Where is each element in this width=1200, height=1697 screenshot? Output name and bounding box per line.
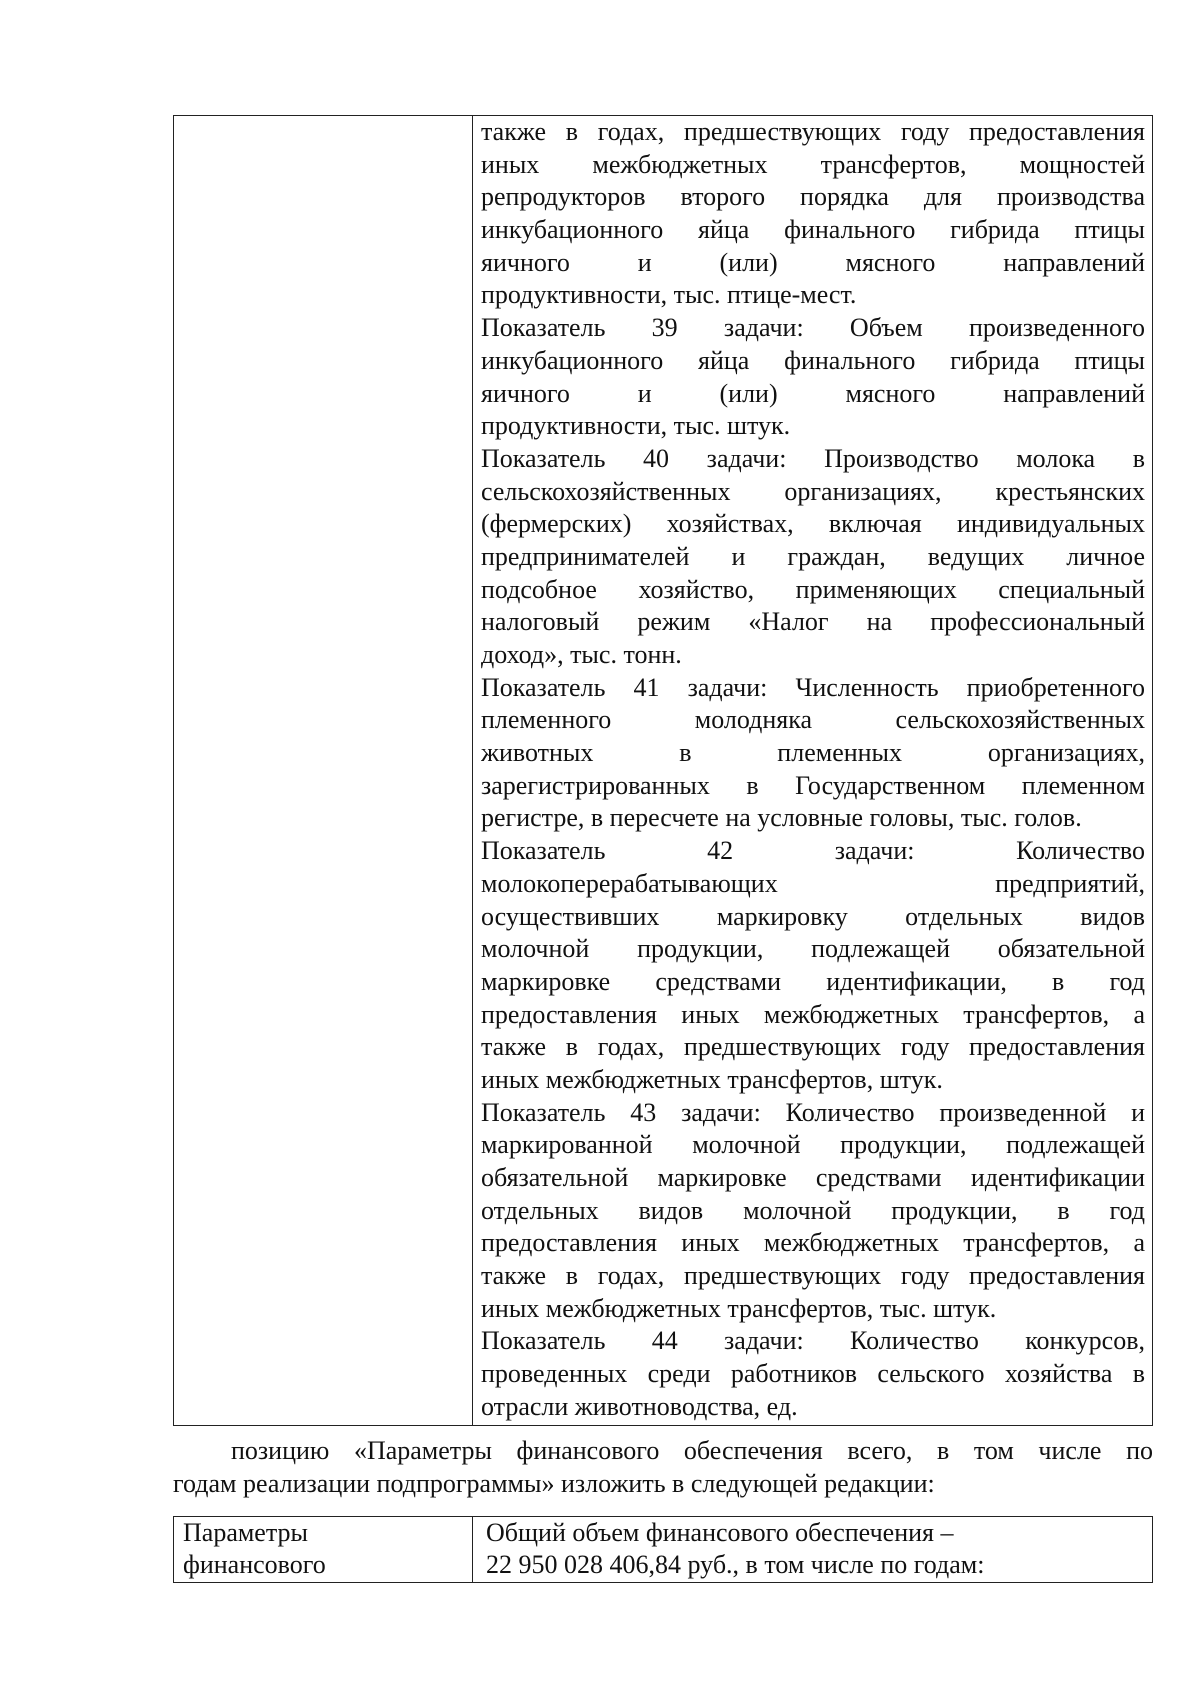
table-column-divider [472, 1517, 473, 1582]
cell-line: сельскохозяйственных организациях, крестьянских [481, 476, 1145, 506]
cell-line: обязательной маркировке средствами идентификации [481, 1163, 1145, 1192]
cell-line: инкубационного яйца финального гибрида птицы [481, 215, 1145, 245]
cell-line: также в годах, предшествующих году предоставления [481, 1261, 1145, 1291]
cell-line: молочной продукции, подлежащей обязательной [481, 934, 1145, 964]
cell-line: налоговый режим «Налог на профессиональный [481, 607, 1145, 637]
cell-line: финансового [183, 1550, 326, 1579]
cell-line: (фермерских) хозяйствах, включая индивидуальных [481, 509, 1145, 539]
cell-line: 22 950 028 406,84 руб., в том числе по годам: [486, 1550, 985, 1579]
cell-line: регистре, в пересчете на условные головы, тыс. голов. [481, 803, 1082, 833]
cell-line: отдельных видов молочной продукции, в год [481, 1195, 1145, 1225]
cell-line: животных в племенных организациях, [481, 738, 1145, 768]
financing-value-cell [486, 1517, 1146, 1581]
financing-table [173, 1516, 1153, 1583]
cell-line: проведенных среди работников сельского хозяйства в [481, 1359, 1145, 1389]
cell-line: Показатель 39 задачи: Объем произведенного [481, 313, 1145, 343]
cell-line: Показатель 43 задачи: Количество произведенной и [481, 1097, 1145, 1127]
cell-line: Показатель 42 задачи: Количество [481, 836, 1145, 866]
cell-line: осуществивших маркировку отдельных видов [481, 901, 1145, 931]
cell-line: подсобное хозяйство, применяющих специальный [481, 574, 1145, 604]
table-column-divider [472, 116, 473, 1425]
cell-line: иных межбюджетных трансфертов, штук. [481, 1064, 943, 1094]
cell-line: яичного и (или) мясного направлений [481, 247, 1145, 277]
cell-line: маркировке средствами идентификации, в год [481, 966, 1145, 996]
cell-line: отрасли животноводства, ед. [481, 1391, 798, 1421]
cell-line: продуктивности, тыс. штук. [481, 411, 791, 441]
amendment-paragraph [173, 1434, 1153, 1500]
indicators-table [173, 115, 1153, 1426]
cell-line: яичного и (или) мясного направлений [481, 378, 1145, 408]
cell-line: предпринимателей и граждан, ведущих личное [481, 541, 1145, 571]
cell-line: Общий объем финансового обеспечения – [486, 1518, 954, 1547]
cell-line: продуктивности, тыс. птице-мест. [481, 280, 857, 310]
indicators-cell [481, 116, 1145, 1424]
cell-line: молокоперерабатывающих предприятий, [481, 868, 1145, 898]
paragraph-line: позицию «Параметры финансового обеспечения всего, в том числе по [231, 1436, 1153, 1465]
cell-line: также в годах, предшествующих году предоставления [481, 1032, 1145, 1062]
cell-line: также в годах, предшествующих году предоставления [481, 117, 1145, 146]
cell-line: инкубационного яйца финального гибрида птицы [481, 345, 1145, 375]
cell-line: иных межбюджетных трансфертов, мощностей [481, 149, 1145, 179]
cell-line: зарегистрированных в Государственном племенном [481, 770, 1145, 800]
cell-line: Показатель 41 задачи: Численность приобретенного [481, 672, 1145, 702]
cell-line: предоставления иных межбюджетных трансфертов, а [481, 999, 1145, 1029]
cell-line: Показатель 44 задачи: Количество конкурсов, [481, 1326, 1145, 1356]
cell-line: репродукторов второго порядка для производства [481, 182, 1145, 212]
cell-line: Параметры [183, 1518, 308, 1547]
cell-line: предоставления иных межбюджетных трансфертов, а [481, 1228, 1145, 1258]
cell-line: иных межбюджетных трансфертов, тыс. штук. [481, 1293, 997, 1323]
cell-line: Показатель 40 задачи: Производство молока в [481, 443, 1145, 473]
financing-label-cell [183, 1517, 463, 1581]
cell-line: племенного молодняка сельскохозяйственных [481, 705, 1145, 735]
paragraph-line: годам реализации подпрограммы» изложить в следующей редакции: [173, 1469, 935, 1498]
cell-line: доход», тыс. тонн. [481, 640, 682, 669]
cell-line: маркированной молочной продукции, подлежащей [481, 1130, 1145, 1160]
